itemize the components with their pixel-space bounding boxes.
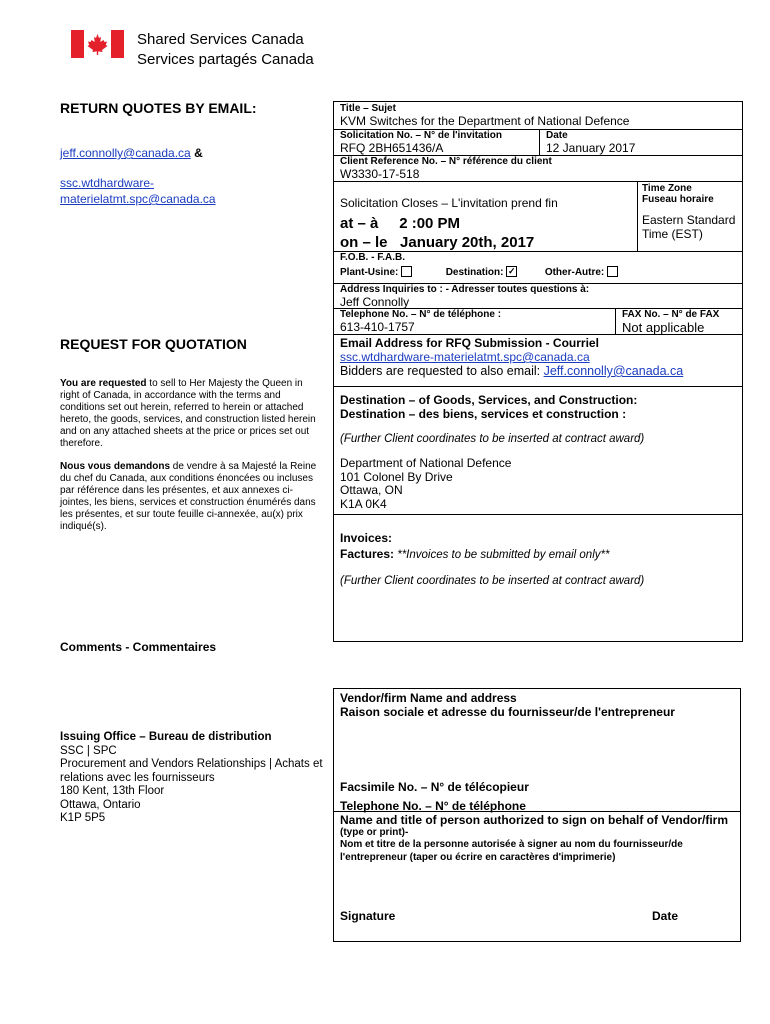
client-ref-label: Client Reference No. – N° référence du client (340, 156, 552, 167)
vendor-box (333, 688, 741, 942)
destination-address (340, 457, 736, 511)
paragraph-en-lead: You are requested (60, 378, 147, 389)
plant-label: Plant-Usine: (340, 267, 399, 279)
plant-checkbox[interactable] (401, 266, 412, 277)
paragraph-fr-lead: Nous vous demandons (60, 461, 171, 472)
facsimile-label: Facsimile No. – N° de télécopieur (340, 780, 529, 794)
vendor-name-fr: Raison sociale et adresse du fournisseur/de l'entrepreneur (340, 705, 675, 719)
return-quotes-heading: RETURN QUOTES BY EMAIL: (60, 100, 257, 116)
time-zone-cell (638, 182, 742, 252)
solicitation-form (333, 101, 743, 642)
factures-label: Factures: (340, 547, 395, 561)
email-link-ssc-part1[interactable]: ssc.wtdhardware- (60, 176, 155, 190)
time-zone-label-fr: Fuseau horaire (642, 194, 714, 205)
email-submission-row (334, 335, 742, 387)
issuing-office-label: Issuing Office – Bureau de distribution (60, 731, 272, 743)
fob-label: F.O.B. - F.A.B. (340, 252, 405, 263)
issuing-line: SSC | SPC (60, 744, 117, 757)
paragraph-en-text: to sell to Her Majesty the Queen in right of Canada, in accordance with the terms and conditions set out herein, referred to herein or attached hereto, the goods, services, and construction listed herein and on any attached sheets at the price or prices set out therefore. (60, 378, 316, 449)
invoices-label: Invoices: (340, 531, 393, 545)
authorized-person-section (340, 813, 736, 864)
rfq-heading: REQUEST FOR QUOTATION (60, 336, 247, 352)
address-line: Ottawa, ON (340, 483, 403, 497)
org-name-fr: Services partagés Canada (137, 51, 314, 68)
issuing-line: Procurement and Vendors Relationships | Achats et relations avec les fournisseurs (60, 758, 323, 784)
inquiries-label: Address Inquiries to : - Adresser toutes questions à: (340, 284, 590, 295)
destination-label: Destination: (445, 267, 504, 279)
email-submission-link[interactable]: ssc.wtdhardware-materielatmt.spc@canada.ca (340, 350, 590, 364)
date-cell (540, 130, 742, 156)
vendor-name-en: Vendor/firm Name and address (340, 691, 517, 705)
solicitation-no-cell (334, 130, 540, 156)
issuing-line: Ottawa, Ontario (60, 798, 141, 811)
vendor-telephone-label: Telephone No. – N° de téléphone (340, 799, 526, 813)
signature-label: Signature (340, 909, 396, 923)
further-coordinates-note: (Further Client coordinates to be inserted at contract award) (340, 433, 645, 445)
address-line: 101 Colonel By Drive (340, 469, 453, 484)
authorized-en: Name and title of person authorized to sign on behalf of Vendor/firm (340, 813, 729, 827)
destination-fr: Destination – des biens, services et construction : (340, 407, 627, 421)
bidders-email-link[interactable]: Jeff.connolly@canada.ca (543, 364, 684, 378)
authorized-fr: Nom et titre de la personne autorisée à signer au nom du fournisseur/de l'entrepreneur (taper ou écrire en caractères d'imprimerie) (340, 839, 683, 863)
authorized-en-note: (type or print)- (340, 827, 409, 838)
date-label: Date (546, 130, 568, 141)
canada-flag-logo (71, 30, 124, 58)
paragraph-fr (60, 461, 322, 533)
vendor-name-section (340, 691, 675, 719)
title-row (334, 102, 742, 130)
inquiries-row (334, 284, 742, 309)
solicitation-no-label: Solicitation No. – N° de l'invitation (340, 130, 502, 141)
date-value: 12 January 2017 (546, 141, 636, 155)
client-ref-row (334, 156, 742, 182)
closes-time: at – à 2 :00 PM (340, 215, 461, 232)
other-checkbox[interactable] (607, 266, 618, 277)
address-line: K1A 0K4 (340, 496, 387, 511)
title-value: KVM Switches for the Department of National Defence (340, 114, 630, 128)
fax-label: FAX No. – N° de FAX (622, 309, 720, 320)
client-ref-value: W3330-17-518 (340, 167, 420, 181)
telephone-label: Telephone No. – N° de téléphone : (340, 309, 502, 320)
destination-row (334, 387, 742, 515)
bidders-text: Bidders are requested to also email: (340, 364, 544, 378)
divider (334, 811, 740, 812)
title-label: Title – Sujet (340, 103, 396, 114)
org-name-en: Shared Services Canada (137, 31, 304, 48)
further-coordinates-note-2: (Further Client coordinates to be inserted at contract award) (340, 575, 645, 587)
destination-checkbox[interactable]: ✓ (507, 266, 516, 276)
time-zone-value: Eastern Standard Time (EST) (642, 213, 736, 241)
issuing-line: 180 Kent, 13th Floor (60, 785, 165, 797)
issuing-office (60, 731, 325, 826)
inquiries-value: Jeff Connolly (340, 295, 410, 309)
telephone-value: 613-410-1757 (340, 320, 415, 334)
email-submission-label: Email Address for RFQ Submission - Courriel (340, 336, 599, 350)
time-zone-label: Time Zone (642, 183, 692, 194)
closing-cell (334, 182, 638, 252)
paragraph-fr-text: de vendre à sa Majesté la Reine du chef du Canada, aux conditions énoncées ou incluses par référence dans les présentes, et aux annexes ci-jointes, les biens, services et construction énumérés dans les présentes, et sur toute feuille ci-annexée, au(x) prix indiqué(s). (60, 461, 317, 532)
comments-label: Comments - Commentaires (60, 640, 217, 654)
fob-options (340, 267, 736, 278)
fax-cell (616, 309, 742, 335)
destination-en: Destination – of Goods, Services, and Construction: (340, 393, 638, 407)
address-line: Department of National Defence (340, 456, 512, 470)
factures-value: **Invoices to be submitted by email only** (394, 549, 610, 561)
issuing-line: K1P 5P5 (60, 812, 106, 824)
ampersand: & (194, 146, 203, 160)
telephone-cell (334, 309, 616, 335)
vendor-date-label: Date (652, 909, 679, 923)
closes-date: on – le January 20th, 2017 (340, 234, 535, 251)
email-link-ssc-part2[interactable]: materielatmt.spc@canada.ca (60, 192, 216, 206)
closes-label: Solicitation Closes – L'invitation prend fin (340, 196, 558, 210)
email-link-jeff[interactable]: jeff.connolly@canada.ca (60, 146, 191, 160)
fax-value: Not applicable (622, 320, 705, 335)
fob-row (334, 252, 742, 284)
invoices-section (334, 515, 742, 587)
organization-name (137, 30, 314, 70)
other-label: Other-Autre: (544, 267, 605, 279)
paragraph-en (60, 378, 322, 450)
solicitation-no-value: RFQ 2BH651436/A (340, 141, 444, 155)
return-emails (60, 145, 300, 207)
